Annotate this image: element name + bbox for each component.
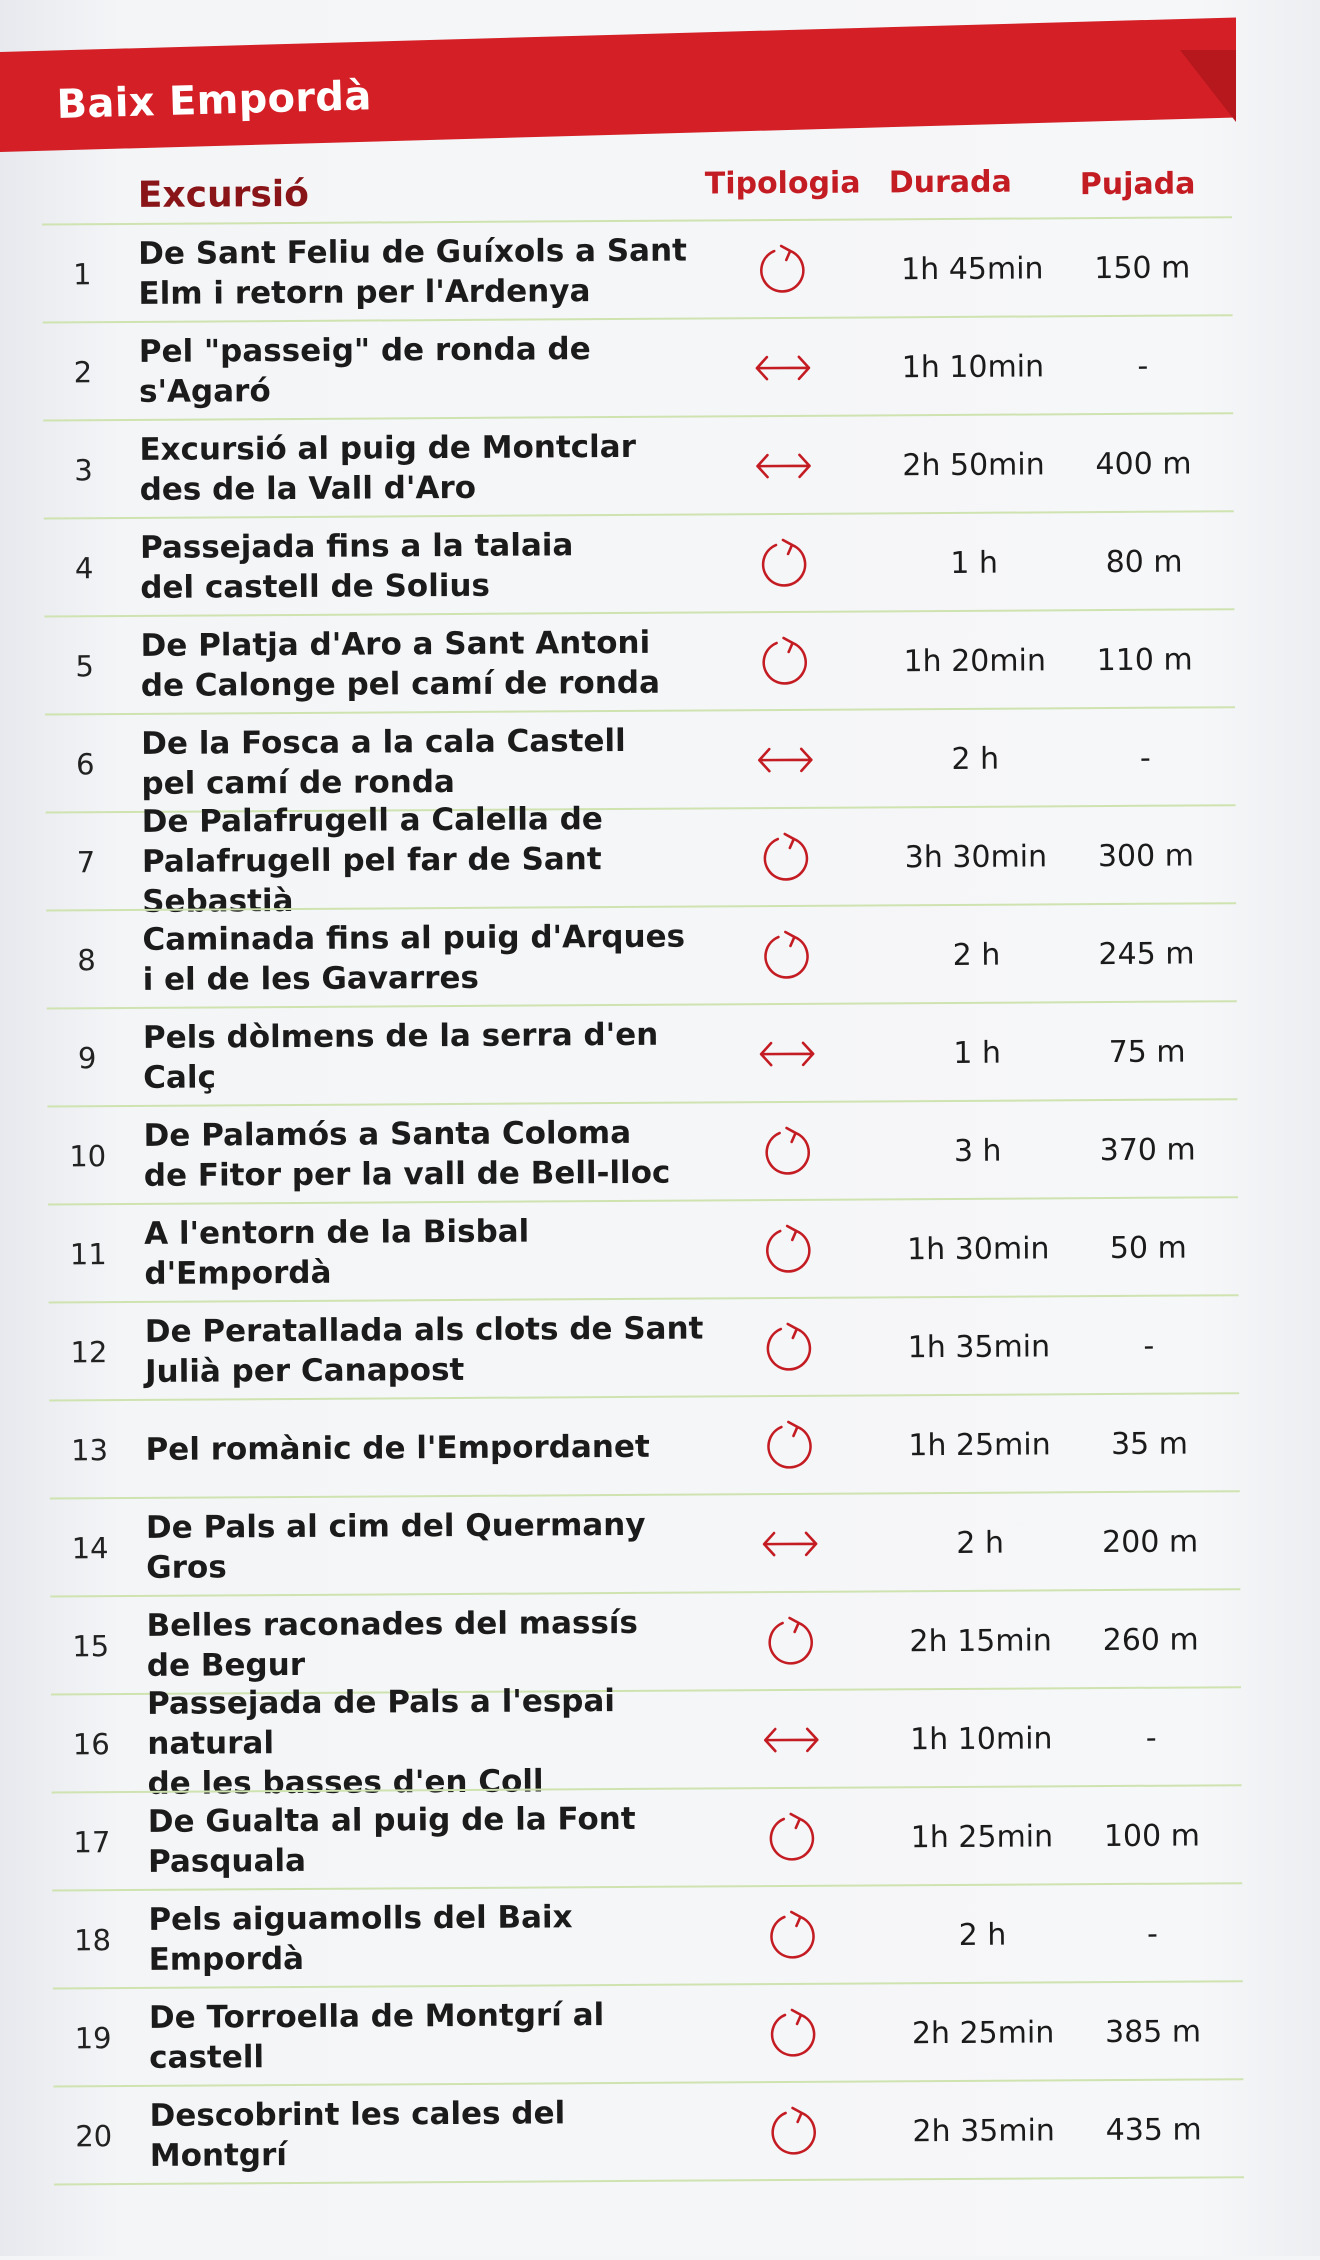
loop-arrow-icon	[754, 242, 810, 298]
excursion-name: De Peratallada als clots de Sant Julià per Canapost	[144, 1310, 704, 1390]
ascent-cell: -	[1143, 1328, 1155, 1364]
row-number: 12	[70, 1335, 108, 1370]
duration-cell: 1h 10min	[909, 1720, 1053, 1757]
table-row	[49, 1392, 1240, 1499]
typology-cell	[739, 1397, 840, 1496]
duration-cell: 2 h	[952, 937, 1001, 973]
table-row	[48, 1196, 1239, 1303]
table-row	[51, 1683, 1242, 1802]
loop-arrow-icon	[763, 1614, 819, 1670]
double-arrow-icon	[755, 742, 815, 778]
duration-cell: 2h 50min	[902, 446, 1045, 483]
row-number: 13	[70, 1433, 109, 1468]
typology-cell	[732, 221, 833, 320]
loop-arrow-icon	[758, 830, 814, 886]
column-header-durada: Durada	[888, 164, 1012, 201]
double-arrow-icon	[757, 1036, 817, 1072]
typology-cell	[743, 1985, 844, 2084]
column-header-pujada: Pujada	[1079, 166, 1196, 203]
row-number: 17	[73, 1825, 111, 1860]
ascent-cell: 385 m	[1104, 2013, 1202, 2050]
table-body	[42, 216, 1232, 2174]
typology-cell	[733, 417, 834, 516]
duration-cell: 1h 30min	[906, 1230, 1050, 1267]
table-row	[44, 510, 1235, 617]
duration-cell: 1h 20min	[903, 642, 1047, 679]
excursion-name: De Pals al cim del Quermany Gros	[145, 1506, 646, 1586]
typology-cell	[734, 515, 835, 614]
row-number: 19	[74, 2021, 112, 2056]
duration-cell: 2 h	[956, 1525, 1005, 1561]
ascent-cell: 400 m	[1095, 445, 1192, 482]
ascent-cell: 150 m	[1094, 249, 1191, 286]
loop-arrow-icon	[764, 1908, 820, 1964]
excursion-name: De Palamós a Santa Coloma de Fitor per la vall de Bell-lloc	[143, 1114, 671, 1194]
excursion-name: Passejada fins a la talaia del castell de Solius	[139, 527, 574, 606]
loop-arrow-icon	[765, 2006, 821, 2062]
loop-arrow-icon	[760, 1124, 816, 1180]
table-row	[46, 902, 1237, 1009]
duration-cell: 3h 30min	[904, 838, 1048, 875]
typology-cell	[737, 1005, 838, 1104]
table-row	[43, 314, 1234, 421]
ascent-cell: 75 m	[1108, 1034, 1186, 1070]
row-number: 1	[72, 257, 92, 292]
excursion-name: Pels dòlmens de la serra d'en Calç	[142, 1016, 659, 1096]
ascent-cell: 110 m	[1096, 641, 1193, 678]
duration-cell: 1h 25min	[908, 1426, 1051, 1463]
excursion-name: Passejada de Pals a l'espai natural de les basses d'en Coll	[146, 1683, 616, 1802]
ascent-cell: 435 m	[1105, 2111, 1202, 2148]
ascent-cell: 245 m	[1098, 935, 1195, 972]
typology-cell	[742, 1887, 843, 1986]
duration-cell: 1h 45min	[901, 250, 1044, 287]
ascent-cell: 200 m	[1101, 1523, 1199, 1560]
typology-cell	[735, 711, 836, 810]
row-number: 18	[73, 1923, 112, 1958]
table-row	[43, 412, 1234, 519]
row-number: 16	[72, 1727, 110, 1762]
loop-arrow-icon	[764, 1810, 820, 1866]
excursion-name: De Platja d'Aro a Sant Antoni de Calonge pel camí de ronda	[140, 624, 661, 704]
loop-arrow-icon	[766, 2104, 822, 2160]
double-arrow-icon	[753, 350, 813, 386]
duration-cell: 1h 35min	[907, 1328, 1051, 1365]
row-number: 2	[73, 355, 93, 390]
duration-cell: 2 h	[951, 741, 1000, 777]
loop-arrow-icon	[761, 1418, 817, 1474]
double-arrow-icon	[760, 1526, 820, 1562]
loop-arrow-icon	[761, 1320, 817, 1376]
column-header-excursio: Excursió	[137, 173, 310, 216]
typology-cell	[741, 1691, 842, 1790]
row-number: 8	[77, 943, 96, 978]
table-row	[44, 608, 1235, 715]
row-number: 15	[72, 1629, 110, 1664]
duration-cell: 2 h	[958, 1917, 1007, 1953]
typology-cell	[742, 1789, 843, 1888]
table-row	[47, 1098, 1238, 1205]
excursion-name: Pel romànic de l'Empordanet	[145, 1428, 650, 1468]
excursion-name: Caminada fins al puig d'Arques i el de les Gavarres	[142, 918, 686, 998]
excursion-name: De Sant Feliu de Guíxols a Sant Elm i retorn per l'Ardenya	[138, 232, 688, 312]
row-number: 6	[75, 747, 95, 782]
ascent-cell: 260 m	[1102, 1621, 1199, 1658]
excursion-name: De Torroella de Montgrí al castell	[148, 1997, 605, 2076]
table-row	[49, 1294, 1240, 1401]
ascent-cell: 300 m	[1097, 837, 1195, 874]
table-row	[52, 1784, 1243, 1891]
double-arrow-icon	[753, 448, 813, 484]
excursion-name: Descobrint les cales del Montgrí	[149, 2095, 566, 2174]
duration-cell: 1 h	[953, 1035, 1002, 1071]
excursion-name: De Gualta al puig de la Font Pasquala	[147, 1800, 636, 1880]
loop-arrow-icon	[760, 1222, 816, 1278]
row-number: 10	[69, 1139, 107, 1174]
loop-arrow-icon	[758, 928, 814, 984]
ascent-cell: -	[1137, 348, 1149, 384]
typology-cell	[734, 613, 835, 712]
table-row	[42, 216, 1233, 323]
ascent-cell: 100 m	[1103, 1817, 1201, 1854]
table-row	[50, 1490, 1241, 1597]
excursion-name: A l'entorn de la Bisbal d'Empordà	[144, 1213, 530, 1292]
duration-cell: 2h 15min	[909, 1622, 1052, 1659]
row-number: 3	[74, 453, 93, 488]
typology-cell	[740, 1495, 841, 1594]
typology-cell	[740, 1593, 841, 1692]
row-number: 5	[75, 649, 95, 684]
table-row	[53, 2078, 1244, 2185]
row-number: 11	[69, 1237, 107, 1272]
duration-cell: 2h 35min	[912, 2112, 1055, 2149]
column-header-tipologia: Tipologia	[704, 165, 861, 202]
table-row	[50, 1588, 1241, 1695]
double-arrow-icon	[761, 1722, 821, 1758]
duration-cell: 2h 25min	[911, 2014, 1055, 2051]
row-number: 7	[76, 845, 96, 880]
excursion-name: Excursió al puig de Montclar des de la Vall d'Aro	[139, 428, 637, 508]
duration-cell: 1 h	[950, 545, 999, 581]
row-number: 4	[74, 551, 94, 586]
ascent-cell: 80 m	[1105, 544, 1183, 580]
duration-cell: 3 h	[953, 1133, 1002, 1169]
region-title: Baix Empordà	[56, 73, 373, 128]
ascent-cell: 50 m	[1109, 1230, 1187, 1266]
ascent-cell: -	[1146, 1916, 1159, 1952]
ascent-cell: -	[1145, 1720, 1157, 1756]
duration-cell: 1h 10min	[901, 348, 1045, 385]
excursion-name: Pels aiguamolls del Baix Empordà	[148, 1899, 573, 1978]
ascent-cell: 370 m	[1099, 1131, 1196, 1168]
duration-cell: 1h 25min	[910, 1818, 1054, 1855]
table-row	[46, 801, 1237, 920]
typology-cell	[736, 907, 837, 1006]
table-row	[47, 1000, 1238, 1107]
ascent-cell: 35 m	[1110, 1426, 1189, 1462]
typology-cell	[733, 319, 834, 418]
typology-cell	[738, 1201, 839, 1300]
excursion-name: Pel "passeig" de ronda de s'Agaró	[138, 331, 591, 410]
table-row	[45, 706, 1236, 813]
table-row	[52, 1882, 1243, 1989]
typology-cell	[736, 809, 837, 908]
excursion-name: De Palafrugell a Calella de Palafrugell pel far de Sant Sebastià	[141, 801, 604, 920]
row-number: 14	[71, 1531, 109, 1566]
ascent-cell: -	[1139, 740, 1151, 776]
row-number: 20	[75, 2119, 113, 2154]
typology-cell	[739, 1299, 840, 1398]
table-row	[53, 1980, 1244, 2087]
excursion-name: De la Fosca a la cala Castell pel camí de ronda	[141, 722, 626, 802]
loop-arrow-icon	[756, 536, 812, 592]
typology-cell	[743, 2083, 844, 2182]
excursion-name: Belles raconades del massís de Begur	[146, 1604, 639, 1684]
row-number: 9	[77, 1041, 97, 1076]
loop-arrow-icon	[757, 634, 813, 690]
typology-cell	[737, 1103, 838, 1202]
